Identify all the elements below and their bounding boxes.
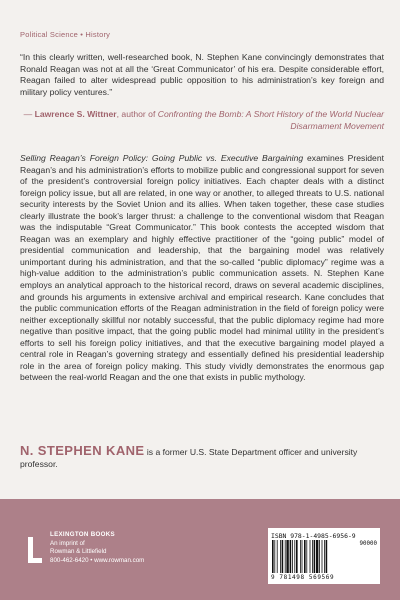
attribution-name: Lawrence S. Wittner <box>34 109 117 119</box>
book-title: Selling Reagan’s Foreign Policy: Going Public vs. Executive Bargaining <box>20 153 304 163</box>
attribution-middle: , author of <box>116 109 158 119</box>
author-bio-text: is a former U.S. State Department officer and university professor. <box>20 447 358 469</box>
isbn-text: ISBN 978-1-4985-6956-9 <box>271 532 356 540</box>
description-text: examines President Reagan’s and his administration’s efforts to mobilize public and congressional support for seven of the president’s controversial foreign policy initiatives. Each chapter deals with a distinct foreign policy issue, but all are related, in one way or another, to alleged threats to U.S. national security interests by the Soviet Union and its allies. When taken together, these case studies clearly illustrate the book’s larger thrust: a challenge to the conventional wisdom that Reagan was the indisputable “Great Communicator.” This book contests the accepted wisdom that Reagan was an exemplary and highly effective practitioner of the “going public” model of presidential communication and leadership, that the bargaining model was relatively unimportant during his administration, and that the so-called “public diplomacy” regime was a high-value addition to the administration’s public communication assets. N. Stephen Kane employs an analytical approach to the historical record, draws on several academic disciplines, and grounds his arguments in extensive archival and empirical research. Kane concludes that the public communication efforts of the Reagan administration in the field of foreign policy were neither exceptionally skillful nor notably successful, that the public diplomacy regime had more negative than positive impact, that the going public model had minimal utility in the president’s efforts to sell his foreign policy initiatives, and that the executive bargaining model played a central role in Reagan’s governing strategy and essentially defined his presidential leadership role in the area of foreign policy making. This study vividly demonstrates the enormous gap between the real-world Reagan and the one that exists in public mythology. <box>20 153 384 383</box>
publisher-parent: Rowman & Littlefield <box>50 548 107 556</box>
author-name: N. STEPHEN KANE <box>20 443 145 458</box>
endorsement-quote: “In this clearly written, well-researched book, N. Stephen Kane convincingly demonstrates that Ronald Reagan was not at all the ‘Great Communicator’ of his era. Despite considerable effort, Reagan failed to alter widespread public opposition to his administration’s key foreign and military policy ventures.” <box>20 52 384 97</box>
attribution-book-title: Confronting the Bomb: A Short History of the World Nuclear Disarmament Movement <box>157 109 384 131</box>
price-code: 90000 <box>359 541 377 547</box>
publisher-name: LEXINGTON BOOKS <box>50 531 115 538</box>
publisher-info <box>50 531 200 565</box>
book-description <box>20 153 384 384</box>
quote-attribution <box>20 109 384 132</box>
publisher-logo-icon <box>28 537 42 563</box>
category-label: Political Science • History <box>20 30 111 39</box>
barcode-bars-icon <box>271 540 351 574</box>
barcode-digits: 9 781498 569569 <box>271 574 335 581</box>
author-bio <box>20 445 384 470</box>
isbn-barcode <box>268 528 380 584</box>
publisher-imprint-line: An imprint of <box>50 539 85 547</box>
publisher-contact: 800-462-6420 • www.rowman.com <box>50 556 145 564</box>
attribution-dash: — <box>23 109 35 119</box>
